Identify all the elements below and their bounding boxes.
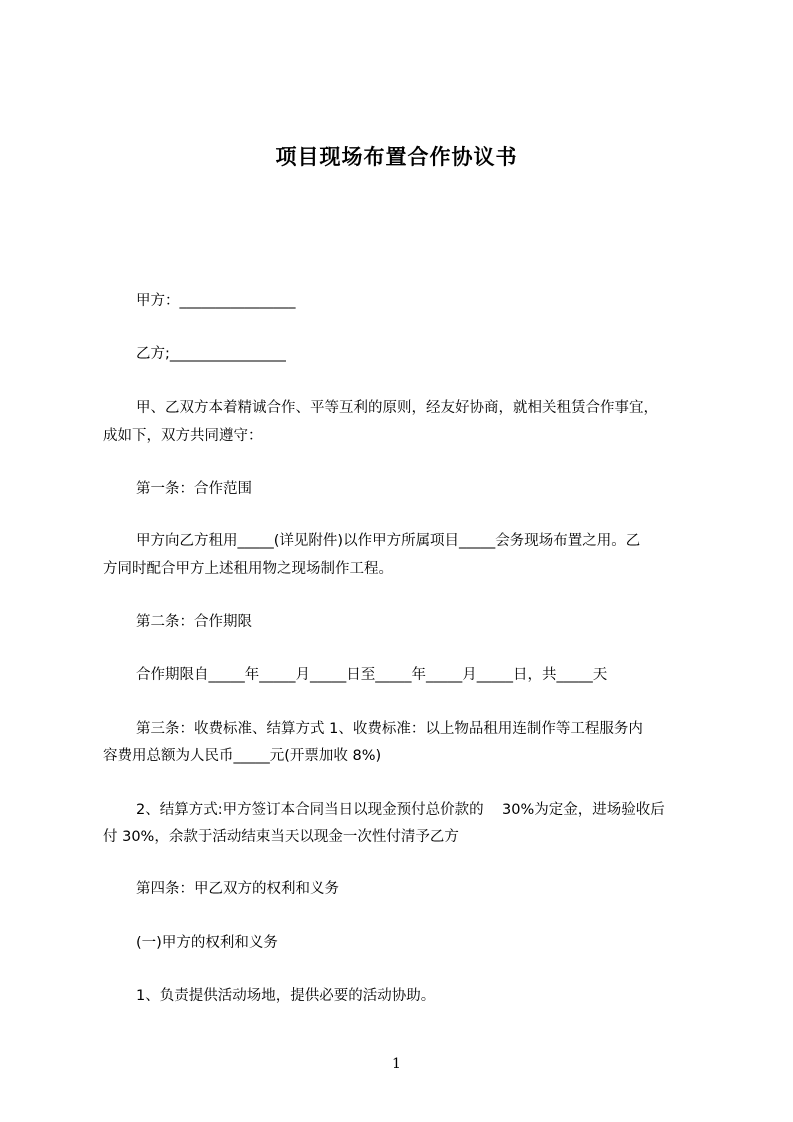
article-3-body-line-1: 第三条：收费标准、结算方式 1、收费标准：以上物品租用连制作等工程服务内 <box>136 721 643 737</box>
article-2-heading: 第二条：合作期限 <box>136 614 252 630</box>
article-2-body: 合作期限自_____年_____月_____日至_____年_____月_____日，共_____天 <box>136 667 608 683</box>
page-number: 1 <box>392 1056 401 1072</box>
article-4-heading: 第四条：甲乙双方的权利和义务 <box>136 881 339 897</box>
article-1-heading: 第一条：合作范围 <box>136 481 252 497</box>
article-3-body-line-2: 容费用总额为人民币_____元(开票加收 8%) <box>103 748 382 764</box>
settlement-line-2: 付 30%，余款于活动结束当天以现金一次性付清予乙方 <box>103 829 459 845</box>
article-4-item-1: 1、负责提供活动场地，提供必要的活动协助。 <box>136 988 436 1004</box>
article-1-body-line-2: 方同时配合甲方上述租用物之现场制作工程。 <box>103 561 393 577</box>
preamble-line-1: 甲、乙双方本着精诚合作、平等互利的原则，经友好协商，就相关租赁合作事宜， <box>136 400 658 416</box>
preamble-line-2: 成如下，双方共同遵守： <box>103 428 263 444</box>
article-1-body-line-1: 甲方向乙方租用_____(详见附件)以作甲方所属项目_____会务现场布置之用。乙 <box>136 533 641 549</box>
party-b-line: 乙方;________________ <box>136 346 286 362</box>
party-a-line: 甲方：________________ <box>136 293 296 309</box>
settlement-line-1: 2、结算方式:甲方签订本合同当日以现金预付总价款的 30%为定金，进场验收后 <box>136 802 665 818</box>
document-title: 项目现场布置合作协议书 <box>275 145 518 169</box>
article-4-subheading: (一)甲方的权利和义务 <box>136 935 278 951</box>
